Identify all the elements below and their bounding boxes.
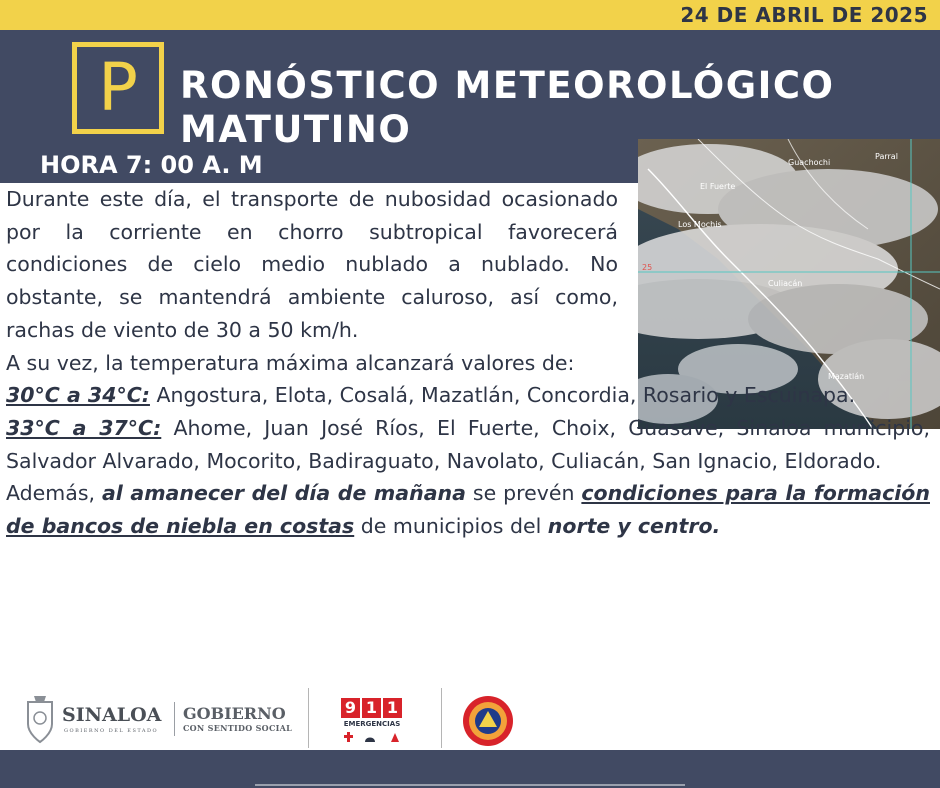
title-line-1: RONÓSTICO METEOROLÓGICO — [180, 64, 835, 107]
forecast-body — [6, 183, 930, 543]
title-initial-box — [72, 42, 164, 134]
temperature-range-1 — [6, 379, 930, 412]
gobierno-logo-subtext: CON SENTIDO SOCIAL — [183, 723, 293, 733]
map-label-los-mochis: Los Mochis — [678, 220, 722, 229]
sinaloa-logo-text: SINALOA — [62, 704, 162, 726]
forecast-paragraph-1: Durante este día, el transporte de nubosidad ocasionado por la corriente en chorro subtropical favorecerá condiciones de cielo medio nublado a nublado. No obstante, se mantendrá ambiente caluroso, así como, rachas de viento de 30 a 50 km/h. — [6, 187, 618, 342]
forecast-paragraph-2: A su vez, la temperatura máxima alcanzará valores de: — [6, 350, 575, 375]
map-label-guachochi: Guachochi — [788, 158, 831, 167]
fog-notice-part-6: norte y centro. — [547, 514, 721, 539]
sinaloa-logo-subtext: GOBIERNO DEL ESTADO — [64, 728, 159, 734]
report-time: HORA 7: 00 A. M — [40, 151, 263, 179]
civil-protection-icon — [462, 695, 514, 747]
fog-notice-part-2: al amanecer del día de mañana — [101, 481, 466, 506]
title-initial: P — [98, 49, 138, 126]
temperature-range-2-municipalities: Ahome, Juan José Ríos, El Fuerte, Choix, Guasave, Sinaloa municipio, Salvador Alvarado, Mocorito, Badiraguato, Navolato, Culiacán, San Ignacio, Eldorado. — [6, 415, 930, 473]
title-line-2: MATUTINO — [180, 108, 412, 151]
fog-notice — [6, 477, 930, 542]
fog-notice-part-5: de municipios del — [354, 514, 548, 539]
footer-line — [255, 784, 685, 786]
footer-separator-1 — [308, 688, 309, 748]
footer-logos — [0, 680, 940, 748]
footer-band — [0, 750, 940, 788]
emergency-label: EMERGENCIAS — [343, 720, 401, 728]
map-label-latitude: 25 — [642, 263, 653, 272]
fog-notice-part-3: se prevén — [465, 481, 582, 506]
emergency-digit-1b: 1 — [383, 698, 402, 718]
emergency-911-logo — [341, 698, 403, 746]
map-label-culiacan: Culiacán — [768, 279, 803, 288]
emergency-digit-9: 9 — [341, 698, 360, 718]
temperature-range-2 — [6, 412, 930, 477]
sinaloa-seal-icon — [24, 694, 56, 744]
temperature-range-2-label: 33°C a 37°C: — [6, 415, 162, 440]
emergency-icons — [343, 730, 403, 744]
temperature-range-1-municipalities: Angostura, Elota, Cosalá, Mazatlán, Concordia, Rosario y Escuinapa. — [156, 383, 856, 408]
emergency-digit-1a: 1 — [362, 698, 381, 718]
map-label-el-fuerte: El Fuerte — [700, 182, 736, 191]
date-label: 24 DE ABRIL DE 2025 — [680, 3, 928, 27]
gobierno-logo-text: GOBIERNO — [183, 704, 286, 723]
fog-notice-part-4: condiciones para la formación de bancos de niebla en costas — [6, 481, 930, 539]
footer-separator-2 — [441, 688, 442, 748]
logo-divider — [174, 702, 175, 736]
temperature-range-1-label: 30°C a 34°C: — [6, 383, 150, 408]
map-label-parral: Parral — [875, 152, 898, 161]
fog-notice-part-1: Además, — [6, 481, 102, 506]
map-label-mazatlan: Mazatlán — [828, 372, 865, 381]
